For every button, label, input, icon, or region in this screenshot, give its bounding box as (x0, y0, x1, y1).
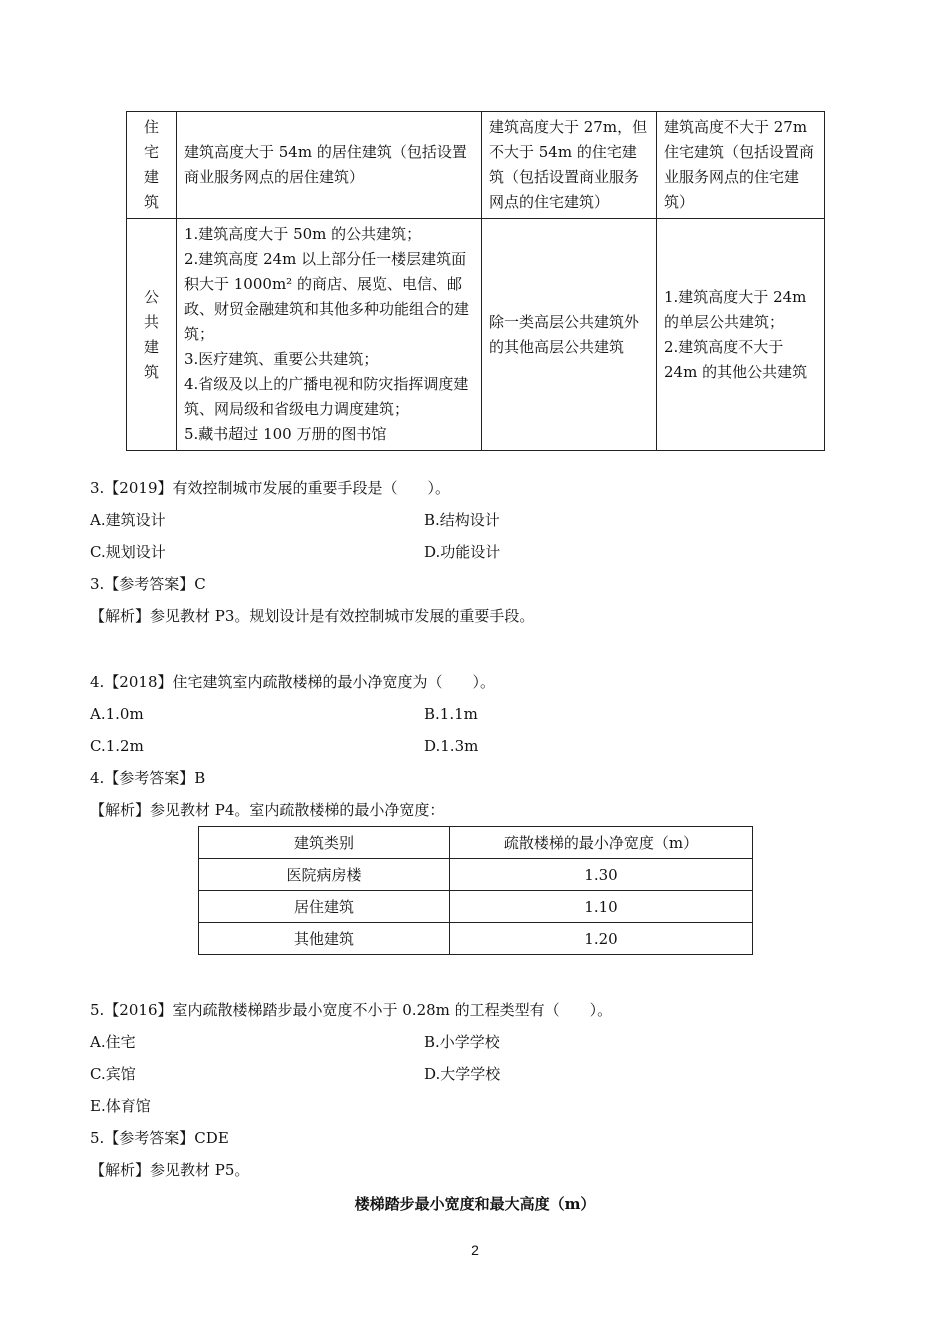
list-item: 5.藏书超过 100 万册的图书馆 (184, 425, 387, 443)
residential-single-multi: 建筑高度不大于 27m 住宅建筑（包括设置商业服务网点的住宅建筑） (657, 112, 825, 219)
table-row (199, 923, 753, 955)
q5-option-b: B.小学学校 (424, 1033, 500, 1051)
table-cell: 1.30 (450, 859, 753, 891)
q5-option-d: D.大学学校 (424, 1065, 501, 1083)
table-row (199, 891, 753, 923)
list-item: 1.建筑高度大于 24m 的单层公共建筑； (664, 287, 807, 331)
category-public: 公 共 建 筑 (127, 219, 177, 451)
table-header-cell: 建筑类别 (199, 827, 450, 859)
stair-width-table (198, 826, 753, 955)
category-residential: 住 宅 建 筑 (127, 112, 177, 219)
q3-stem: 3.【2019】有效控制城市发展的重要手段是（ ）。 (90, 479, 450, 497)
table-cell: 医院病房楼 (199, 859, 450, 891)
table-caption: 楼梯踏步最小宽度和最大高度（m） (354, 1195, 596, 1213)
list-item: 4.省级及以上的广播电视和防灾指挥调度建筑、网局级和省级电力调度建筑； (184, 375, 469, 418)
residential-class-one: 建筑高度大于 54m 的居住建筑（包括设置商业服务网点的居住建筑） (177, 112, 482, 219)
list-item: 3.医疗建筑、重要公共建筑； (184, 350, 379, 368)
list-item: 1.建筑高度大于 50m 的公共建筑； (184, 225, 422, 243)
q4-option-c: C.1.2m (90, 737, 144, 755)
table-header-cell: 疏散楼梯的最小净宽度（m） (450, 827, 753, 859)
q5-analysis: 【解析】参见教材 P5。 (90, 1161, 250, 1179)
list-item: 2.建筑高度不大于 24m 的其他公共建筑 (664, 337, 808, 381)
table-cell: 居住建筑 (199, 891, 450, 923)
q5-answer: 5.【参考答案】CDE (90, 1129, 229, 1147)
q3-answer: 3.【参考答案】C (90, 575, 206, 593)
q4-option-d: D.1.3m (424, 737, 479, 755)
q5-option-c: C.宾馆 (90, 1065, 136, 1083)
public-row (127, 219, 825, 451)
q3-option-b: B.结构设计 (424, 511, 500, 529)
table-header-row (199, 827, 753, 859)
q5-stem: 5.【2016】室内疏散楼梯踏步最小宽度不小于 0.28m 的工程类型有（ ）。 (90, 1001, 613, 1019)
q3-option-a: A.建筑设计 (90, 511, 166, 529)
q4-stem: 4.【2018】住宅建筑室内疏散楼梯的最小净宽度为（ ）。 (90, 673, 495, 691)
q3-option-d: D.功能设计 (424, 543, 501, 561)
residential-class-two: 建筑高度大于 27m，但不大于 54m 的住宅建筑（包括设置商业服务网点的住宅建筑） (482, 112, 657, 219)
public-class-two: 除一类高层公共建筑外的其他高层公共建筑 (482, 219, 657, 451)
q3-analysis: 【解析】参见教材 P3。规划设计是有效控制城市发展的重要手段。 (90, 607, 535, 625)
page-number: 2 (471, 1242, 479, 1258)
residential-row (127, 112, 825, 219)
table-row (199, 859, 753, 891)
q4-analysis: 【解析】参见教材 P4。室内疏散楼梯的最小净宽度： (90, 801, 445, 819)
public-single-multi (657, 219, 825, 451)
building-classification-table (126, 111, 825, 451)
q5-option-e: E.体育馆 (90, 1097, 151, 1115)
q4-option-a: A.1.0m (90, 705, 144, 723)
q4-answer: 4.【参考答案】B (90, 769, 206, 787)
table-cell: 1.10 (450, 891, 753, 923)
public-class-one (177, 219, 482, 451)
table-cell: 1.20 (450, 923, 753, 955)
q4-option-b: B.1.1m (424, 705, 478, 723)
list-item: 2.建筑高度 24m 以上部分任一楼层建筑面积大于 1000m² 的商店、展览、电信、邮政、财贸金融建筑和其他多种功能组合的建筑； (184, 250, 470, 343)
q5-option-a: A.住宅 (90, 1033, 136, 1051)
table-cell: 其他建筑 (199, 923, 450, 955)
q3-option-c: C.规划设计 (90, 543, 166, 561)
